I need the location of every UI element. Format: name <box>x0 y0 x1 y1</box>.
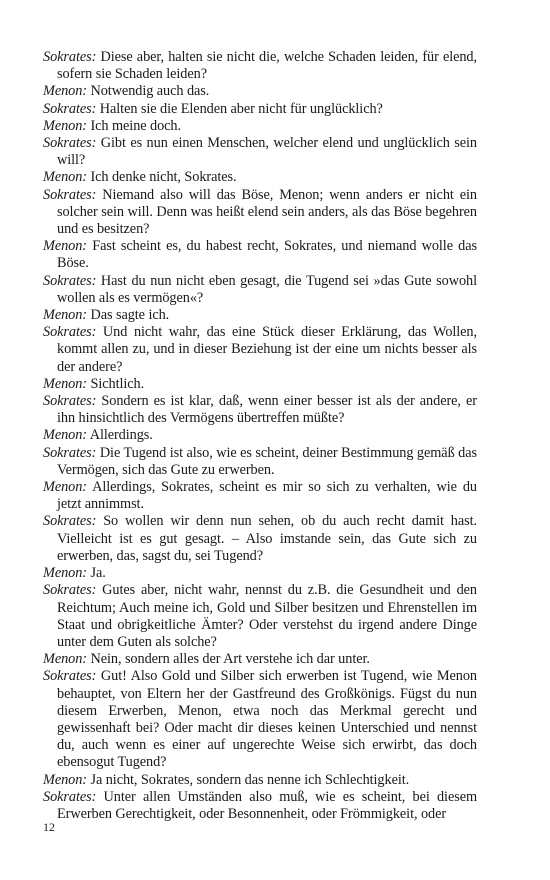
speech-text: Gutes aber, nicht wahr, nennst du z.B. die Gesundheit und den Reichtum; Auch meine ich, Gold und Silber besitzen und Ehrenstellen im Staat und obrigkeitliche Ämter? Oder verstehst du irgend andere Dinge unter dem Guten als solche? <box>57 582 477 650</box>
speaker-name: Sokrates: <box>43 444 97 461</box>
speech-text: Notwendig auch das. <box>90 83 210 100</box>
speaker-name: Sokrates: <box>43 186 97 203</box>
dialogue-line <box>43 513 477 565</box>
dialogue-line <box>43 118 477 135</box>
speaker-name: Sokrates: <box>43 393 97 410</box>
speech-text: Unter allen Umständen also muß, wie es scheint, bei diesem Erwerben Gerechtigkeit, oder Besonnenheit, oder Frömmigkeit, oder <box>57 788 477 822</box>
speech-text: Diese aber, halten sie nicht die, welche Schaden leiden, für elend, sofern sie Schaden leiden? <box>57 49 477 83</box>
speech-text: Ich meine doch. <box>90 117 181 134</box>
speech-text: Allerdings, Sokrates, scheint es mir so sich zu verhalten, wie du jetzt annimmst. <box>57 479 477 513</box>
speech-text: Gut! Also Gold und Silber sich erwerben ist Tugend, wie Menon behauptet, von Eltern her der Gastfreund des Großkönigs. Fügst du nun diesem Erwerben, Menon, etwa noch das Merkmal gerecht und gewissenhaft bei? Oder macht dir dieses keinen Unterschied und nennst du, auch wenn es einer auf ungerechte Weise sich erwirbt, das doch ebensogut Tugend? <box>57 668 477 771</box>
speech-text: Gibt es nun einen Menschen, welcher elend und unglücklich sein will? <box>57 135 478 169</box>
speaker-name: Menon: <box>43 375 87 392</box>
speaker-name: Menon: <box>43 427 87 444</box>
dialogue-line <box>43 238 477 272</box>
dialogue-line <box>43 307 477 324</box>
dialogue-line <box>43 273 477 307</box>
speech-text: Die Tugend ist also, wie es scheint, deiner Bestimmung gemäß das Vermögen, sich das Gute zu erwerben. <box>57 444 477 478</box>
speaker-name: Sokrates: <box>43 100 97 117</box>
speaker-name: Sokrates: <box>43 272 97 289</box>
speech-text: Sondern es ist klar, daß, wenn einer besser ist als der andere, er ihn hinsichtlich des Vermögens übertreffen müßte? <box>57 393 477 427</box>
dialogue-line <box>43 668 477 771</box>
speaker-name: Sokrates: <box>43 49 97 65</box>
speech-text: Fast scheint es, du habest recht, Sokrates, und niemand wolle das Böse. <box>57 238 477 272</box>
speaker-name: Sokrates: <box>43 668 97 685</box>
speaker-name: Menon: <box>43 651 87 668</box>
speech-text: Halten sie die Elenden aber nicht für unglücklich? <box>99 100 383 117</box>
speaker-name: Sokrates: <box>43 582 97 599</box>
dialogue-text-block <box>43 49 477 823</box>
dialogue-line <box>43 565 477 582</box>
speaker-name: Menon: <box>43 565 87 582</box>
speaker-name: Sokrates: <box>43 513 97 530</box>
speech-text: Ich denke nicht, Sokrates. <box>90 169 237 186</box>
speech-text: Und nicht wahr, das eine Stück dieser Erklärung, das Wollen, kommt allen zu, und in dieser Beziehung ist der eine um nichts besser als der andere? <box>57 324 477 375</box>
speech-text: Sichtlich. <box>90 375 145 392</box>
speaker-name: Menon: <box>43 169 87 186</box>
dialogue-line <box>43 651 477 668</box>
speech-text: Ja. <box>90 565 106 582</box>
dialogue-line <box>43 427 477 444</box>
speech-text: Hast du nun nicht eben gesagt, die Tugend sei »das Gute sowohl wollen als es vermögen«? <box>57 272 477 306</box>
speech-text: Allerdings. <box>89 427 153 444</box>
dialogue-line <box>43 187 477 239</box>
dialogue-line <box>43 135 477 169</box>
speech-text: So wollen wir denn nun sehen, ob du auch recht damit hast. Vielleicht ist es gut gesagt. – Also imstande sein, das Gute sich zu erwerben, das, sagst du, sei Tugend? <box>57 513 477 564</box>
dialogue-line <box>43 582 477 651</box>
dialogue-line <box>43 789 477 823</box>
dialogue-line <box>43 772 477 789</box>
speech-text: Nein, sondern alles der Art verstehe ich dar unter. <box>90 651 370 668</box>
speaker-name: Sokrates: <box>43 135 97 152</box>
speech-text: Das sagte ich. <box>90 307 170 324</box>
dialogue-line <box>43 49 477 83</box>
page-number: 12 <box>43 820 55 834</box>
dialogue-line <box>43 83 477 100</box>
speaker-name: Menon: <box>43 771 87 788</box>
speech-text: Ja nicht, Sokrates, sondern das nenne ich Schlechtigkeit. <box>90 771 410 788</box>
speaker-name: Menon: <box>43 238 87 255</box>
dialogue-line <box>43 376 477 393</box>
speaker-name: Menon: <box>43 479 87 496</box>
speech-text: Niemand also will das Böse, Menon; wenn anders er nicht ein solcher sein will. Denn was heißt elend sein anders, als das Böse begehren und es besitzen? <box>57 186 477 238</box>
dialogue-line <box>43 393 477 427</box>
speaker-name: Menon: <box>43 117 87 134</box>
speaker-name: Menon: <box>43 307 87 324</box>
dialogue-line <box>43 169 477 186</box>
speaker-name: Sokrates: <box>43 788 97 805</box>
dialogue-line <box>43 479 477 513</box>
dialogue-line <box>43 445 477 479</box>
dialogue-line <box>43 324 477 376</box>
speaker-name: Menon: <box>43 83 87 100</box>
speaker-name: Sokrates: <box>43 324 97 341</box>
dialogue-line <box>43 101 477 118</box>
